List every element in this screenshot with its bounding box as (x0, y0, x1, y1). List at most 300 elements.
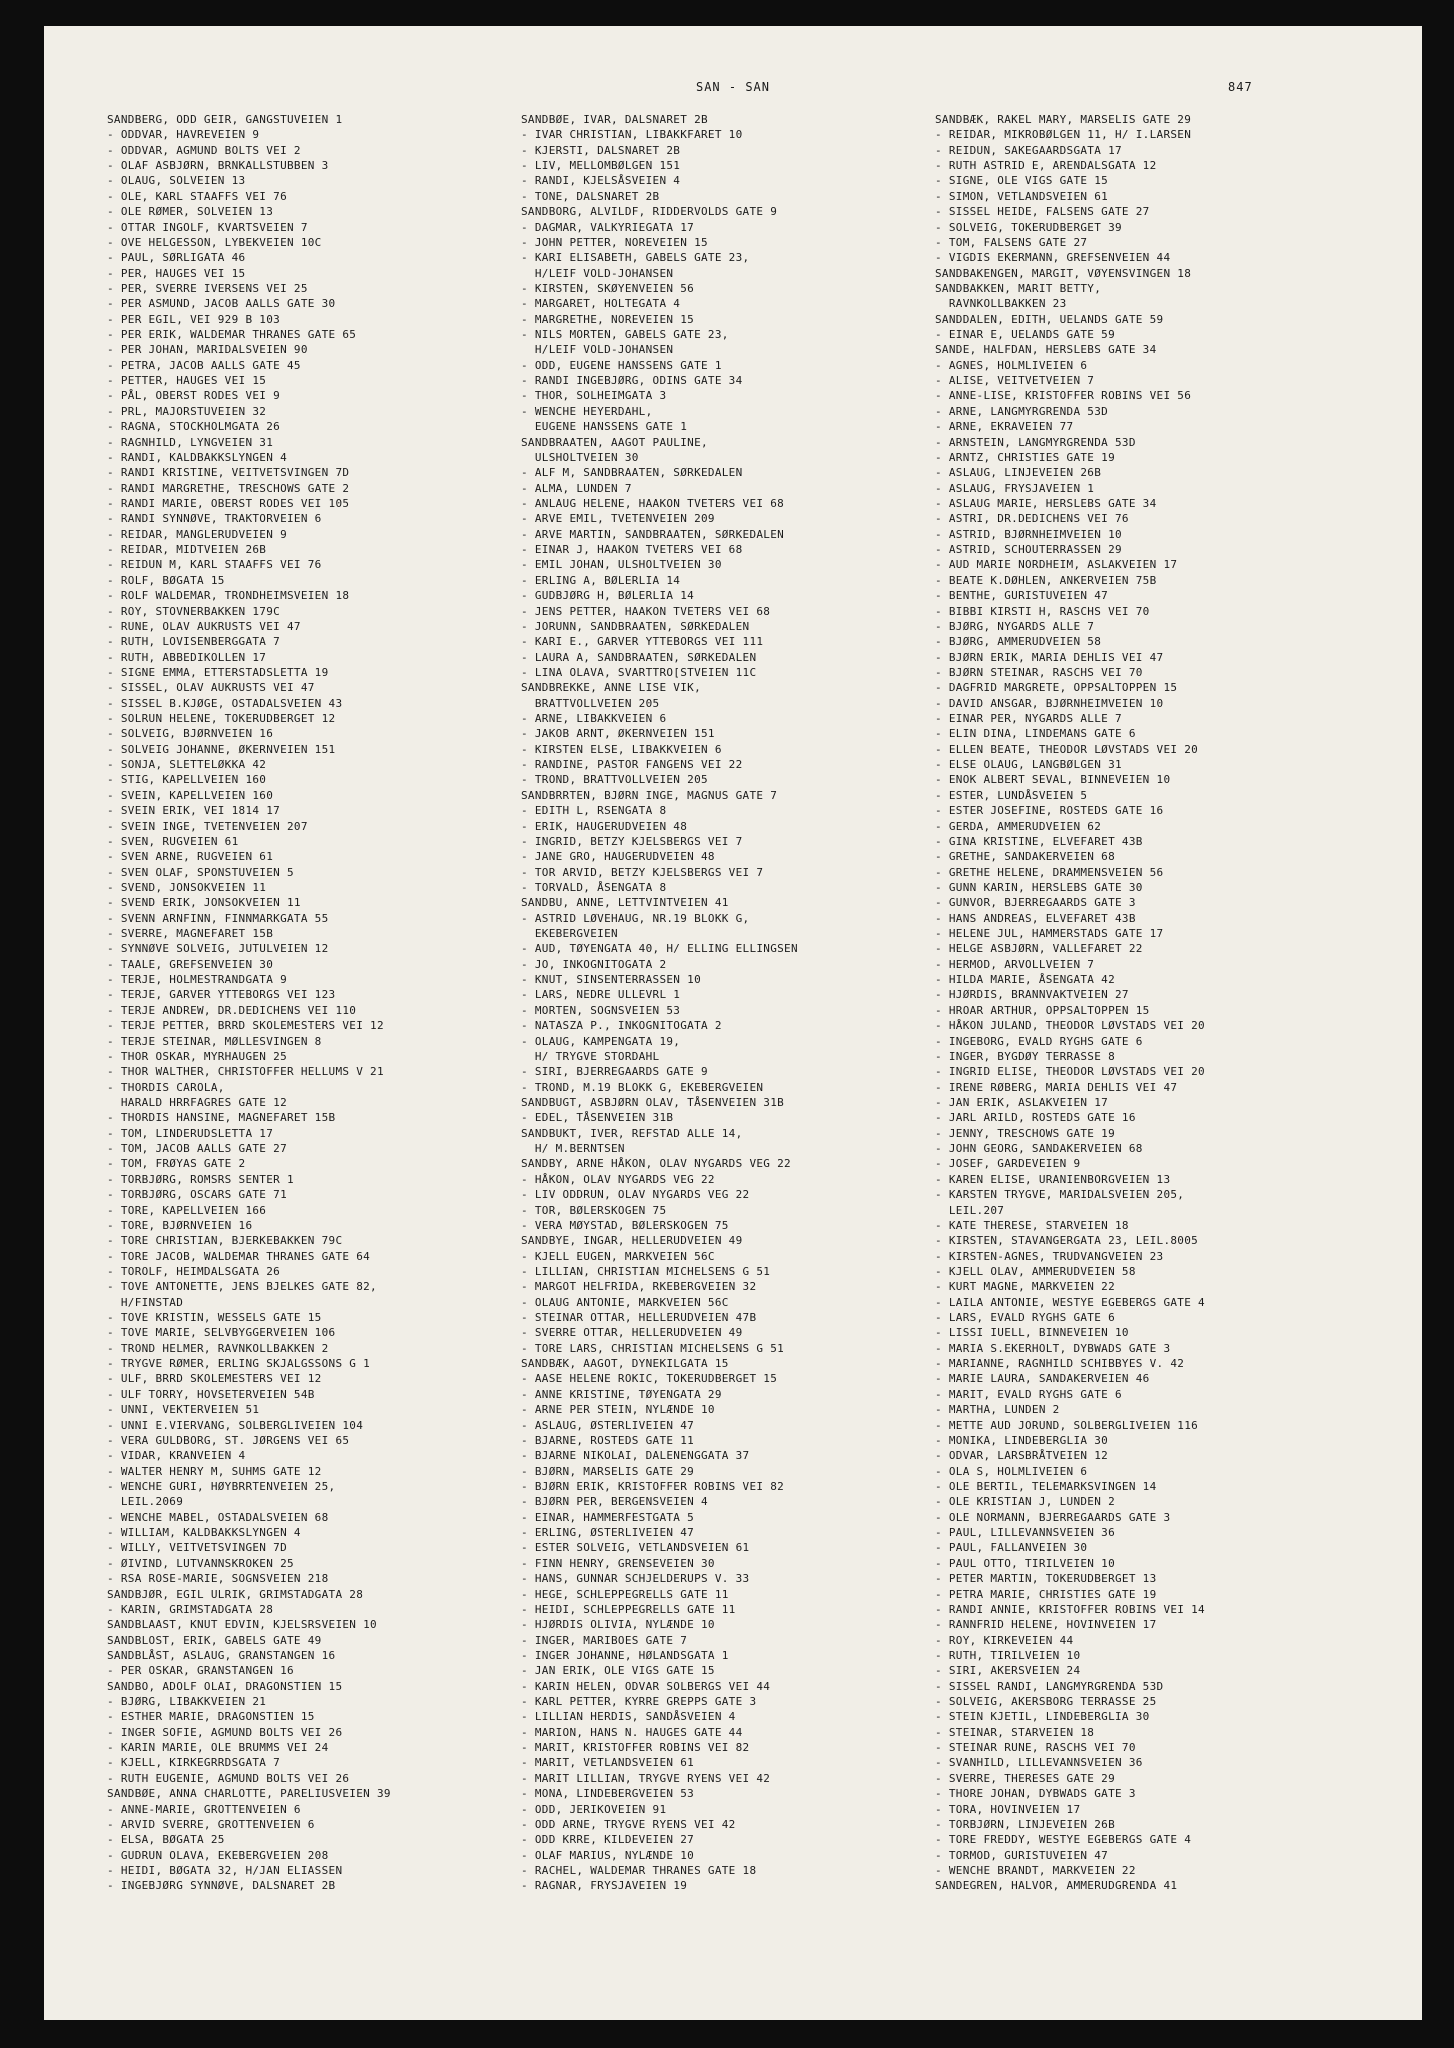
listing-line: - PRL, MAJORSTUVEIEN 32 (107, 404, 267, 418)
listing-line: - HROAR ARTHUR, OPPSALTOPPEN 15 (935, 1003, 1150, 1017)
listing-line: - RANDI KRISTINE, VEITVETSVINGEN 7D (107, 466, 350, 480)
listing-line: - ESTER, LUNDÅSVEIEN 5 (935, 788, 1088, 802)
listing-line: - PETTER, HAUGES VEI 15 (107, 374, 267, 388)
listing-line: SANDDALEN, EDITH, UELANDS GATE 59 (935, 312, 1164, 326)
column-2 (521, 112, 941, 1894)
listing-line: SANDBRRTEN, BJØRN INGE, MAGNUS GATE 7 (521, 788, 778, 802)
listing-line: - BJØRG, AMMERUDVEIEN 58 (935, 635, 1102, 649)
listing-line: - TORE, KAPELLVEIEN 166 (107, 1203, 267, 1217)
listing-line: - PÅL, OBERST RODES VEI 9 (107, 389, 281, 403)
listing-line: H/LEIF VOLD-JOHANSEN (521, 343, 674, 357)
listing-line: - MARGOT HELFRIDA, RKEBERGVEIEN 32 (521, 1280, 757, 1294)
listing-line: - ROLF WALDEMAR, TRONDHEIMSVEIEN 18 (107, 589, 350, 603)
listing-line: - ARVE EMIL, TVETENVEIEN 209 (521, 512, 715, 526)
listing-line: - AGNES, HOLMLIVEIEN 6 (935, 358, 1088, 372)
listing-line: - ARNE, LIBAKKVEIEN 6 (521, 712, 667, 726)
listing-line: - MARTHA, LUNDEN 2 (935, 1403, 1060, 1417)
listing-line: - JOSEF, GARDEVEIEN 9 (935, 1157, 1081, 1171)
listing-line: - THORDIS CAROLA, (107, 1080, 225, 1094)
listing-line: - ARNE, LANGMYRGRENDA 53D (935, 404, 1109, 418)
listing-line: - ESTER JOSEFINE, ROSTEDS GATE 16 (935, 804, 1164, 818)
listing-line: - TORE JACOB, WALDEMAR THRANES GATE 64 (107, 1249, 371, 1263)
listing-line: H/LEIF VOLD-JOHANSEN (521, 266, 674, 280)
listing-line: - PAUL OTTO, TIRILVEIEN 10 (935, 1556, 1115, 1570)
listing-line: - RANDI ANNIE, KRISTOFFER ROBINS VEI 14 (935, 1602, 1205, 1616)
listing-line: SANDBLÅST, ASLAUG, GRANSTANGEN 16 (107, 1648, 336, 1662)
listing-line: - RANDI, KJELSÅSVEIEN 4 (521, 174, 681, 188)
listing-line: - SVERRE, MAGNEFARET 15B (107, 927, 274, 941)
listing-line: - KJELL OLAV, AMMERUDVEIEN 58 (935, 1264, 1136, 1278)
listing-line: - EMIL JOHAN, ULSHOLTVEIEN 30 (521, 558, 722, 572)
listing-line: - ELSE OLAUG, LANGBØLGEN 31 (935, 758, 1122, 772)
listing-line: - HELGE ASBJØRN, VALLEFARET 22 (935, 942, 1143, 956)
listing-line: SANDBUGT, ASBJØRN OLAV, TÅSENVEIEN 31B (521, 1096, 785, 1109)
listing-line: SANDEGREN, HALVOR, AMMERUDGRENDA 41 (935, 1879, 1178, 1893)
listing-line: - JANE GRO, HAUGERUDVEIEN 48 (521, 850, 715, 864)
listing-line: EKEBERGVEIEN (521, 927, 618, 941)
listing-line: - OLAF ASBJØRN, BRNKALLSTUBBEN 3 (107, 159, 329, 173)
listing-line: - STEIN KJETIL, LINDEBERGLIA 30 (935, 1710, 1150, 1724)
listing-line: - RANDINE, PASTOR FANGENS VEI 22 (521, 758, 743, 772)
listing-line: - ALISE, VEITVETVEIEN 7 (935, 374, 1095, 388)
listing-line: - REIDUN M, KARL STAAFFS VEI 76 (107, 558, 322, 572)
listing-line: - IRENE RØBERG, MARIA DEHLIS VEI 47 (935, 1080, 1178, 1094)
listing-line: - JOHN PETTER, NOREVEIEN 15 (521, 235, 708, 249)
listing-line: - OLE NORMANN, BJERREGAARDS GATE 3 (935, 1510, 1171, 1524)
listing-line: RAVNKOLLBAKKEN 23 (935, 297, 1067, 311)
listing-line: - EDITH L, RSENGATA 8 (521, 804, 667, 818)
listing-line: - ODD ARNE, TRYGVE RYENS VEI 42 (521, 1817, 736, 1831)
listing-line: - ALMA, LUNDEN 7 (521, 481, 632, 495)
listing-line: - KIRSTEN, STAVANGERGATA 23, LEIL.8005 (935, 1234, 1199, 1248)
listing-line: - BENTHE, GURISTUVEIEN 47 (935, 589, 1109, 603)
listing-line: - ULF TORRY, HOVSETERVEIEN 54B (107, 1387, 315, 1401)
listing-line: - JAN ERIK, OLE VIGS GATE 15 (521, 1664, 715, 1678)
listing-line: - PER ERIK, WALDEMAR THRANES GATE 65 (107, 328, 357, 342)
listing-line: - ASLAUG, ØSTERLIVEIEN 47 (521, 1418, 695, 1432)
listing-line: - KURT MAGNE, MARKVEIEN 22 (935, 1280, 1115, 1294)
listing-line: - MONA, LINDEBERGVEIEN 53 (521, 1787, 695, 1801)
listing-line: - TOR, BØLERSKOGEN 75 (521, 1203, 667, 1217)
listing-line: - VIGDIS EKERMANN, GREFSENVEIEN 44 (935, 251, 1171, 265)
listing-line: - ERLING, ØSTERLIVEIEN 47 (521, 1526, 695, 1540)
listing-line: BRATTVOLLVEIEN 205 (521, 696, 660, 710)
listing-line: - RUNE, OLAV AUKRUSTS VEI 47 (107, 619, 301, 633)
listing-line: - ODDVAR, HAVREVEIEN 9 (107, 128, 260, 142)
listing-line: - LAILA ANTONIE, WESTYE EGEBERGS GATE 4 (935, 1295, 1205, 1309)
listing-line: - JO, INKOGNITOGATA 2 (521, 957, 667, 971)
listing-line: - SONJA, SLETTELØKKA 42 (107, 758, 267, 772)
listing-line: - ODD, JERIKOVEIEN 91 (521, 1802, 667, 1816)
listing-line: SANDBÆK, RAKEL MARY, MARSELIS GATE 29 (935, 113, 1192, 126)
listing-line: - SOLVEIG, TOKERUDBERGET 39 (935, 220, 1122, 234)
listing-line: - KATE THERESE, STARVEIEN 18 (935, 1218, 1129, 1232)
listing-line: - PAUL, LILLEVANNSVEIEN 36 (935, 1526, 1115, 1540)
listing-line: - TROND HELMER, RAVNKOLLBAKKEN 2 (107, 1341, 329, 1355)
listing-line: - HEIDI, SCHLEPPEGRELLS GATE 11 (521, 1602, 736, 1616)
listing-line: - KAREN ELISE, URANIENBORGVEIEN 13 (935, 1172, 1171, 1186)
listing-line: - SVANHILD, LILLEVANNSVEIEN 36 (935, 1756, 1143, 1770)
listing-line: - KARSTEN TRYGVE, MARIDALSVEIEN 205, (935, 1188, 1185, 1202)
listing-line: - KIRSTEN ELSE, LIBAKKVEIEN 6 (521, 742, 722, 756)
listing-line: - UNNI E.VIERVANG, SOLBERGLIVEIEN 104 (107, 1418, 364, 1432)
listing-line: - REIDAR, MIDTVEIEN 26B (107, 543, 267, 557)
listing-line: - INGEBORG, EVALD RYGHS GATE 6 (935, 1034, 1143, 1048)
listing-line: - HÅKON JULAND, THEODOR LØVSTADS VEI 20 (935, 1019, 1205, 1033)
listing-line: - RANDI INGEBJØRG, ODINS GATE 34 (521, 374, 743, 388)
listing-line: - BJARNE NIKOLAI, DALENENGGATA 37 (521, 1449, 750, 1463)
listing-line: - STEINAR OTTAR, HELLERUDVEIEN 47B (521, 1311, 757, 1325)
listing-line: SANDBÆK, AAGOT, DYNEKILGATA 15 (521, 1357, 729, 1371)
column-1 (107, 112, 527, 1894)
listing-line: - ESTER SOLVEIG, VETLANDSVEIEN 61 (521, 1541, 750, 1555)
listing-line: SANDBØE, ANNA CHARLOTTE, PARELIUSVEIEN 39 (107, 1787, 391, 1801)
listing-line: - MARGRETHE, NOREVEIEN 15 (521, 312, 695, 326)
listing-line: - HÅKON, OLAV NYGARDS VEG 22 (521, 1172, 715, 1186)
listing-line: - STIG, KAPELLVEIEN 160 (107, 773, 267, 787)
listing-line: - INGER, BYGDØY TERRASSE 8 (935, 1049, 1115, 1063)
listing-line: - HJØRDIS OLIVIA, NYLÆNDE 10 (521, 1618, 715, 1632)
listing-line: - RAGNHILD, LYNGVEIEN 31 (107, 435, 274, 449)
listing-line: - MARION, HANS N. HAUGES GATE 44 (521, 1725, 743, 1739)
listing-line: LEIL.2069 (107, 1495, 184, 1509)
listing-line: SANDBO, ADOLF OLAI, DRAGONSTIEN 15 (107, 1679, 343, 1693)
listing-line: - THOR WALTHER, CHRISTOFFER HELLUMS V 21 (107, 1065, 384, 1079)
listing-line: - JAN ERIK, ASLAKVEIEN 17 (935, 1096, 1109, 1109)
listing-line: - TOVE MARIE, SELVBYGGERVEIEN 106 (107, 1326, 336, 1340)
listing-line: - MARIT, EVALD RYGHS GATE 6 (935, 1387, 1122, 1401)
listing-line: - SVERRE OTTAR, HELLERUDVEIEN 49 (521, 1326, 743, 1340)
listing-line: - MARIT LILLIAN, TRYGVE RYENS VEI 42 (521, 1771, 771, 1785)
listing-line: - BJØRN PER, BERGENSVEIEN 4 (521, 1495, 708, 1509)
listing-line: - EDEL, TÅSENVEIEN 31B (521, 1111, 674, 1125)
listing-line: LEIL.207 (935, 1203, 1005, 1217)
listing-line: - WILLIAM, KALDBAKKSLYNGEN 4 (107, 1526, 301, 1540)
listing-line: - ROY, KIRKEVEIEN 44 (935, 1633, 1074, 1647)
listing-line: - GERDA, AMMERUDVEIEN 62 (935, 819, 1102, 833)
listing-line: - ASLAUG, FRYSJAVEIEN 1 (935, 481, 1095, 495)
listing-line: - TROND, M.19 BLOKK G, EKEBERGVEIEN (521, 1080, 764, 1094)
listing-line: - TOM, FRØYAS GATE 2 (107, 1157, 246, 1171)
listing-line: - KIRSTEN, SKØYENVEIEN 56 (521, 281, 695, 295)
listing-line: - OLE BERTIL, TELEMARKSVINGEN 14 (935, 1479, 1157, 1493)
listing-line: - TORVALD, ÅSENGATA 8 (521, 880, 667, 894)
listing-line: - MONIKA, LINDEBERGLIA 30 (935, 1433, 1109, 1447)
listing-line: - OLAUG, KAMPENGATA 19, (521, 1034, 681, 1048)
listing-line: SANDBRAATEN, AAGOT PAULINE, (521, 435, 708, 449)
listing-line: SANDBORG, ALVILDF, RIDDERVOLDS GATE 9 (521, 205, 778, 219)
listing-line: - HJØRDIS, BRANNVAKTVEIEN 27 (935, 988, 1129, 1002)
listing-line: SANDBREKKE, ANNE LISE VIK, (521, 681, 701, 695)
listing-line: - LAURA A, SANDBRAATEN, SØRKEDALEN (521, 650, 757, 664)
listing-line: - RUTH EUGENIE, AGMUND BOLTS VEI 26 (107, 1771, 350, 1785)
listing-line: - SIRI, AKERSVEIEN 24 (935, 1664, 1081, 1678)
listing-line: - BJØRG, LIBAKKVEIEN 21 (107, 1695, 267, 1709)
listing-line: - ARVID SVERRE, GROTTENVEIEN 6 (107, 1817, 315, 1831)
listing-line: - EINAR J, HAAKON TVETERS VEI 68 (521, 543, 743, 557)
listing-line: - ARNTZ, CHRISTIES GATE 19 (935, 450, 1115, 464)
listing-line: - JAKOB ARNT, ØKERNVEIEN 151 (521, 727, 715, 741)
listing-line: - ANNE-MARIE, GROTTENVEIEN 6 (107, 1802, 301, 1816)
listing-line: - ODD KRRE, KILDEVEIEN 27 (521, 1833, 695, 1847)
listing-line: - RANDI MARGRETHE, TRESCHOWS GATE 2 (107, 481, 350, 495)
listing-line: - WENCHE BRANDT, MARKVEIEN 22 (935, 1863, 1136, 1877)
listing-line: - AUD, TØYENGATA 40, H/ ELLING ELLINGSEN (521, 942, 798, 956)
listing-line: - KNUT, SINSENTERRASSEN 10 (521, 973, 701, 987)
listing-line: - GUDRUN OLAVA, EKEBERGVEIEN 208 (107, 1848, 329, 1862)
listing-line: - REIDAR, MANGLERUDVEIEN 9 (107, 527, 287, 541)
listing-line: - TORE, BJØRNVEIEN 16 (107, 1218, 253, 1232)
listing-line: - TORBJØRN, LINJEVEIEN 26B (935, 1817, 1115, 1831)
listing-line: - GINA KRISTINE, ELVEFARET 43B (935, 834, 1143, 848)
listing-line: - ANNE KRISTINE, TØYENGATA 29 (521, 1387, 722, 1401)
listing-line: - HERMOD, ARVOLLVEIEN 7 (935, 957, 1095, 971)
listing-line: - INGER SOFIE, AGMUND BOLTS VEI 26 (107, 1725, 343, 1739)
listing-line: - TERJE PETTER, BRRD SKOLEMESTERS VEI 12 (107, 1019, 384, 1033)
listing-line: - DAGFRID MARGRETE, OPPSALTOPPEN 15 (935, 681, 1178, 695)
listing-line: - SVEND ERIK, JONSOKVEIEN 11 (107, 896, 301, 910)
listing-line: - AUD MARIE NORDHEIM, ASLAKVEIEN 17 (935, 558, 1178, 572)
listing-line: - MARIA S.EKERHOLT, DYBWADS GATE 3 (935, 1341, 1171, 1355)
listing-line: - ODD, EUGENE HANSSENS GATE 1 (521, 358, 722, 372)
listing-line: - ASTRID, SCHOUTERRASSEN 29 (935, 543, 1122, 557)
listing-line: - OLE KRISTIAN J, LUNDEN 2 (935, 1495, 1115, 1509)
listing-line: - ANLAUG HELENE, HAAKON TVETERS VEI 68 (521, 496, 785, 510)
listing-line: - PER, SVERRE IVERSENS VEI 25 (107, 281, 308, 295)
listing-line: - INGEBJØRG SYNNØVE, DALSNARET 2B (107, 1879, 336, 1893)
listing-line: - SVEN OLAF, SPONSTUVEIEN 5 (107, 865, 294, 879)
listing-line: - VERA MØYSTAD, BØLERSKOGEN 75 (521, 1218, 729, 1232)
listing-line: - BIBBI KIRSTI H, RASCHS VEI 70 (935, 604, 1150, 618)
listing-line: - BJØRN ERIK, MARIA DEHLIS VEI 47 (935, 650, 1164, 664)
listing-line: - ASLAUG MARIE, HERSLEBS GATE 34 (935, 496, 1157, 510)
listing-line: - ERLING A, BØLERLIA 14 (521, 573, 681, 587)
listing-line: - SISSEL, OLAV AUKRUSTS VEI 47 (107, 681, 315, 695)
listing-line: - WENCHE GURI, HØYBRRTENVEIEN 25, (107, 1479, 336, 1493)
listing-line: - INGER, MARIBOES GATE 7 (521, 1633, 688, 1647)
listing-line: - GUNN KARIN, HERSLEBS GATE 30 (935, 880, 1143, 894)
listing-line: - TOR ARVID, BETZY KJELSBERGS VEI 7 (521, 865, 764, 879)
listing-line: - OLE RØMER, SOLVEIEN 13 (107, 205, 274, 219)
listing-line: SANDE, HALFDAN, HERSLEBS GATE 34 (935, 343, 1157, 357)
listing-line: - SOLVEIG, AKERSBORG TERRASSE 25 (935, 1695, 1157, 1709)
listing-line: - OLE, KARL STAAFFS VEI 76 (107, 189, 287, 203)
listing-line: - TERJE, HOLMESTRANDGATA 9 (107, 973, 287, 987)
listing-line: - PAUL, SØRLIGATA 46 (107, 251, 246, 265)
listing-line: - OLAUG, SOLVEIEN 13 (107, 174, 246, 188)
listing-line: SANDBJØR, EGIL ULRIK, GRIMSTADGATA 28 (107, 1587, 364, 1601)
listing-line: - RUTH ASTRID E, ARENDALSGATA 12 (935, 159, 1157, 173)
listing-line: - SVEN, RUGVEIEN 61 (107, 834, 239, 848)
listing-line: - PER OSKAR, GRANSTANGEN 16 (107, 1664, 294, 1678)
listing-line: - ELLEN BEATE, THEODOR LØVSTADS VEI 20 (935, 742, 1199, 756)
listing-line: - UNNI, VEKTERVEIEN 51 (107, 1403, 260, 1417)
listing-line: - EINAR E, UELANDS GATE 59 (935, 328, 1115, 342)
listing-line: - LILLIAN, CHRISTIAN MICHELSENS G 51 (521, 1264, 771, 1278)
listing-line: - ROLF, BØGATA 15 (107, 573, 225, 587)
listing-line: - JENS PETTER, HAAKON TVETERS VEI 68 (521, 604, 771, 618)
listing-line: - LILLIAN HERDIS, SANDÅSVEIEN 4 (521, 1710, 736, 1724)
listing-line: - SVERRE, THERESES GATE 29 (935, 1771, 1115, 1785)
listing-line: - SVEN ARNE, RUGVEIEN 61 (107, 850, 274, 864)
listing-line: - LISSI IUELL, BINNEVEIEN 10 (935, 1326, 1129, 1340)
listing-line: - ELIN DINA, LINDEMANS GATE 6 (935, 727, 1136, 741)
listing-line: - INGRID ELISE, THEODOR LØVSTADS VEI 20 (935, 1065, 1205, 1079)
listing-line: - GRETHE, SANDAKERVEIEN 68 (935, 850, 1115, 864)
listing-line: - TORBJØRG, ROMSRS SENTER 1 (107, 1172, 294, 1186)
listing-line: SANDBERG, ODD GEIR, GANGSTUVEIEN 1 (107, 113, 343, 126)
listing-line: - ARVE MARTIN, SANDBRAATEN, SØRKEDALEN (521, 527, 785, 541)
listing-line: - ENOK ALBERT SEVAL, BINNEVEIEN 10 (935, 773, 1171, 787)
listing-line: - TOM, JACOB AALLS GATE 27 (107, 1142, 287, 1156)
listing-line: - GUNVOR, BJERREGAARDS GATE 3 (935, 896, 1136, 910)
listing-line: SANDBY, ARNE HÅKON, OLAV NYGARDS VEG 22 (521, 1157, 791, 1171)
listing-line: - MORTEN, SOGNSVEIEN 53 (521, 1003, 681, 1017)
listing-line: - JORUNN, SANDBRAATEN, SØRKEDALEN (521, 619, 750, 633)
listing-line: - PER ASMUND, JACOB AALLS GATE 30 (107, 297, 336, 311)
listing-line: - RANDI MARIE, OBERST RODES VEI 105 (107, 496, 350, 510)
listing-line: - TORE LARS, CHRISTIAN MICHELSENS G 51 (521, 1341, 785, 1355)
listing-line: - SVEIN ERIK, VEI 1814 17 (107, 804, 281, 818)
listing-line: - ARNE PER STEIN, NYLÆNDE 10 (521, 1403, 715, 1417)
listing-line: - ASTRID, BJØRNHEIMVEIEN 10 (935, 527, 1122, 541)
listing-line: - RANDI SYNNØVE, TRAKTORVEIEN 6 (107, 512, 322, 526)
listing-line: - JOHN GEORG, SANDAKERVEIEN 68 (935, 1142, 1143, 1156)
listing-line: - MARIE LAURA, SANDAKERVEIEN 46 (935, 1372, 1150, 1386)
listing-line: - RAGNAR, FRYSJAVEIEN 19 (521, 1879, 688, 1893)
listing-line: - WENCHE MABEL, OSTADALSVEIEN 68 (107, 1510, 329, 1524)
listing-line: - ARNSTEIN, LANGMYRGRENDA 53D (935, 435, 1136, 449)
listing-line: - RACHEL, WALDEMAR THRANES GATE 18 (521, 1863, 757, 1877)
listing-line: - TOROLF, HEIMDALSGATA 26 (107, 1264, 281, 1278)
listing-line: - KARIN MARIE, OLE BRUMMS VEI 24 (107, 1741, 329, 1755)
listing-line: - HANS, GUNNAR SCHJELDERUPS V. 33 (521, 1572, 750, 1586)
listing-line: - PETRA, JACOB AALLS GATE 45 (107, 358, 301, 372)
listing-line: - KARIN HELEN, ODVAR SOLBERGS VEI 44 (521, 1679, 771, 1693)
directory-page (44, 26, 1422, 2020)
listing-line: H/ M.BERNTSEN (521, 1142, 625, 1156)
listing-line: - HILDA MARIE, ÅSENGATA 42 (935, 973, 1115, 987)
listing-line: - SISSEL HEIDE, FALSENS GATE 27 (935, 205, 1150, 219)
listing-line: - WENCHE HEYERDAHL, (521, 404, 653, 418)
listing-line: - WALTER HENRY M, SUHMS GATE 12 (107, 1464, 322, 1478)
listing-line: SANDBAKKEN, MARIT BETTY, (935, 281, 1102, 295)
listing-line: HARALD HRRFAGRES GATE 12 (107, 1096, 287, 1109)
listing-line: - TOM, FALSENS GATE 27 (935, 235, 1088, 249)
listing-line: - RUTH, TIRILVEIEN 10 (935, 1648, 1081, 1662)
listing-line: - TOM, LINDERUDSLETTA 17 (107, 1126, 274, 1140)
listing-line: SANDBLAAST, KNUT EDVIN, KJELSRSVEIEN 10 (107, 1618, 377, 1632)
running-head: SAN - SAN (695, 80, 771, 94)
listing-line: - HELENE JUL, HAMMERSTADS GATE 17 (935, 927, 1164, 941)
page-header (44, 80, 1422, 100)
listing-line: - SYNNØVE SOLVEIG, JUTULVEIEN 12 (107, 942, 329, 956)
listing-line: - DAVID ANSGAR, BJØRNHEIMVEIEN 10 (935, 696, 1164, 710)
listing-line: - TERJE ANDREW, DR.DEDICHENS VEI 110 (107, 1003, 357, 1017)
listing-line: - HANS ANDREAS, ELVEFARET 43B (935, 911, 1136, 925)
listing-line: - NILS MORTEN, GABELS GATE 23, (521, 328, 729, 342)
listing-line: - KARIN, GRIMSTADGATA 28 (107, 1602, 274, 1616)
listing-line: - TORBJØRG, OSCARS GATE 71 (107, 1188, 287, 1202)
listing-line: - SVEND, JONSOKVEIEN 11 (107, 880, 267, 894)
listing-line: - GRETHE HELENE, DRAMMENSVEIEN 56 (935, 865, 1164, 879)
listing-line: - TORE FREDDY, WESTYE EGEBERGS GATE 4 (935, 1833, 1192, 1847)
listing-line: - METTE AUD JORUND, SOLBERGLIVEIEN 116 (935, 1418, 1199, 1432)
listing-line: - ELSA, BØGATA 25 (107, 1833, 225, 1847)
listing-line: - RSA ROSE-MARIE, SOGNSVEIEN 218 (107, 1572, 329, 1586)
listing-line: - TERJE, GARVER YTTEBORGS VEI 123 (107, 988, 336, 1002)
listing-line: - THOR, SOLHEIMGATA 3 (521, 389, 667, 403)
column-3 (935, 112, 1355, 1894)
listing-line: - STEINAR, STARVEIEN 18 (935, 1725, 1095, 1739)
listing-line: - OLAUG ANTONIE, MARKVEIEN 56C (521, 1295, 729, 1309)
listing-line: - ASLAUG, LINJEVEIEN 26B (935, 466, 1102, 480)
listing-line: - RUTH, LOVISENBERGGATA 7 (107, 635, 281, 649)
listing-line: - OLA S, HOLMLIVEIEN 6 (935, 1464, 1088, 1478)
listing-line: - TOVE ANTONETTE, JENS BJELKES GATE 82, (107, 1280, 377, 1294)
listing-line: - PETER MARTIN, TOKERUDBERGET 13 (935, 1572, 1157, 1586)
listing-line: - LIV ODDRUN, OLAV NYGARDS VEG 22 (521, 1188, 750, 1202)
listing-line: EUGENE HANSSENS GATE 1 (521, 420, 688, 434)
listing-line: - OLAF MARIUS, NYLÆNDE 10 (521, 1848, 695, 1862)
listing-line: - TORA, HOVINVEIEN 17 (935, 1802, 1081, 1816)
listing-line: - SVENN ARNFINN, FINNMARKGATA 55 (107, 911, 329, 925)
listing-line: - ODVAR, LARSBRÅTVEIEN 12 (935, 1449, 1109, 1463)
listing-line: - TAALE, GREFSENVEIEN 30 (107, 957, 274, 971)
listing-line: - SIGNE, OLE VIGS GATE 15 (935, 174, 1109, 188)
listing-line: - SIRI, BJERREGAARDS GATE 9 (521, 1065, 708, 1079)
listing-line: SANDBØE, IVAR, DALSNARET 2B (521, 113, 708, 126)
listing-line: - TORMOD, GURISTUVEIEN 47 (935, 1848, 1109, 1862)
listing-line: - SIGNE EMMA, ETTERSTADSLETTA 19 (107, 665, 329, 679)
listing-line: - ROY, STOVNERBAKKEN 179C (107, 604, 281, 618)
listing-line: - SVEIN, KAPELLVEIEN 160 (107, 788, 274, 802)
listing-line: - EINAR, HAMMERFESTGATA 5 (521, 1510, 695, 1524)
listing-line: - SOLVEIG JOHANNE, ØKERNVEIEN 151 (107, 742, 336, 756)
listing-line: - HEIDI, BØGATA 32, H/JAN ELIASSEN (107, 1863, 343, 1877)
listing-line: - BJARNE, ROSTEDS GATE 11 (521, 1433, 695, 1447)
listing-line: - SIMON, VETLANDSVEIEN 61 (935, 189, 1109, 203)
listing-line: - TRYGVE RØMER, ERLING SKJALGSSONS G 1 (107, 1357, 371, 1371)
listing-line: - TORE CHRISTIAN, BJERKEBAKKEN 79C (107, 1234, 343, 1248)
listing-line: - KJERSTI, DALSNARET 2B (521, 143, 681, 157)
listing-line: H/ TRYGVE STORDAHL (521, 1049, 660, 1063)
listing-line: - MARIT, KRISTOFFER ROBINS VEI 82 (521, 1741, 750, 1755)
listing-line: - KJELL EUGEN, MARKVEIEN 56C (521, 1249, 715, 1263)
listing-line: - ASTRID LØVEHAUG, NR.19 BLOKK G, (521, 911, 750, 925)
listing-line: - LARS, NEDRE ULLEVRL 1 (521, 988, 681, 1002)
listing-line: - EINAR PER, NYGARDS ALLE 7 (935, 712, 1122, 726)
listing-line: - PER EGIL, VEI 929 B 103 (107, 312, 281, 326)
listing-line: - ALF M, SANDBRAATEN, SØRKEDALEN (521, 466, 743, 480)
listing-line: - ASTRI, DR.DEDICHENS VEI 76 (935, 512, 1129, 526)
listing-line: - PER, HAUGES VEI 15 (107, 266, 246, 280)
listing-line: - TOVE KRISTIN, WESSELS GATE 15 (107, 1311, 322, 1325)
listing-line: - LIV, MELLOMBØLGEN 151 (521, 159, 681, 173)
listing-line: - FINN HENRY, GRENSEVEIEN 30 (521, 1556, 715, 1570)
listing-line: - NATASZA P., INKOGNITOGATA 2 (521, 1019, 722, 1033)
listing-line: - SOLVEIG, BJØRNVEIEN 16 (107, 727, 274, 741)
listing-line: SANDBUKT, IVER, REFSTAD ALLE 14, (521, 1126, 743, 1140)
listing-line: - MARIANNE, RAGNHILD SCHIBBYES V. 42 (935, 1357, 1185, 1371)
listing-line: SANDBU, ANNE, LETTVINTVEIEN 41 (521, 896, 729, 910)
listing-line: - PAUL, FALLANVEIEN 30 (935, 1541, 1088, 1555)
listing-line: - TONE, DALSNARET 2B (521, 189, 660, 203)
listing-line: - ULF, BRRD SKOLEMESTERS VEI 12 (107, 1372, 322, 1386)
listing-line: - INGRID, BETZY KJELSBERGS VEI 7 (521, 834, 743, 848)
listing-line: - KARI E., GARVER YTTEBORGS VEI 111 (521, 635, 764, 649)
listing-line: - RANDI, KALDBAKKSLYNGEN 4 (107, 450, 287, 464)
